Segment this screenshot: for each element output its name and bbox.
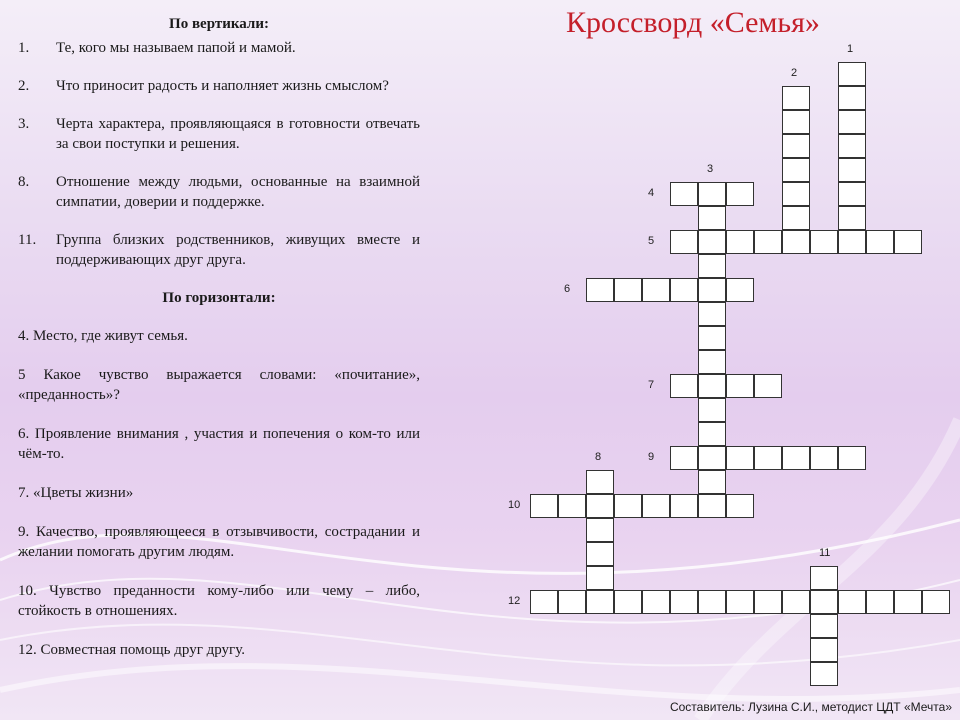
horizontal-clue-6: 6. Проявление внимания , участия и попечения о ком-то или чём-то. — [18, 426, 420, 462]
crossword-cell[interactable] — [642, 494, 670, 518]
vertical-clue-1: 1. Те, кого мы называем папой и мамой. — [18, 40, 296, 56]
clue-number-7: 7 — [648, 379, 655, 391]
clue-number-10: 10 — [508, 499, 521, 511]
crossword-cell[interactable] — [754, 230, 782, 254]
crossword-cell[interactable] — [726, 230, 754, 254]
crossword-cell[interactable] — [698, 254, 726, 278]
horizontal-heading: По горизонтали: — [162, 290, 276, 306]
crossword-cell[interactable] — [782, 134, 810, 158]
crossword-cell[interactable] — [670, 494, 698, 518]
crossword-cell[interactable] — [810, 614, 838, 638]
crossword-cell[interactable] — [586, 542, 614, 566]
crossword-cell[interactable] — [670, 374, 698, 398]
crossword-cell[interactable] — [698, 278, 726, 302]
horizontal-clue-4: 4. Место, где живут семья. — [18, 328, 188, 344]
crossword-cell[interactable] — [894, 590, 922, 614]
crossword-cell[interactable] — [782, 206, 810, 230]
crossword-cell[interactable] — [838, 206, 866, 230]
crossword-cell[interactable] — [782, 110, 810, 134]
vertical-clue-3: 3. Черта характера, проявляющаяся в готовности отвечать за свои поступки и решения. — [18, 116, 420, 152]
crossword-cell[interactable] — [922, 590, 950, 614]
crossword-cell[interactable] — [698, 590, 726, 614]
crossword-cell[interactable] — [754, 590, 782, 614]
crossword-cell[interactable] — [698, 398, 726, 422]
crossword-cell[interactable] — [698, 206, 726, 230]
crossword-cell[interactable] — [670, 446, 698, 470]
crossword-cell[interactable] — [530, 590, 558, 614]
crossword-cell[interactable] — [586, 566, 614, 590]
crossword-cell[interactable] — [726, 494, 754, 518]
crossword-cell[interactable] — [698, 302, 726, 326]
clue-number-11: 11 — [819, 547, 831, 559]
crossword-cell[interactable] — [642, 278, 670, 302]
crossword-cell[interactable] — [726, 446, 754, 470]
crossword-cell[interactable] — [782, 158, 810, 182]
crossword-cell[interactable] — [586, 470, 614, 494]
crossword-cell[interactable] — [614, 278, 642, 302]
crossword-cell[interactable] — [894, 230, 922, 254]
horizontal-clue-12: 12. Совместная помощь друг другу. — [18, 642, 245, 658]
clue-number-9: 9 — [648, 451, 655, 463]
horizontal-clue-10: 10. Чувство преданности кому-либо или чему – либо, стойкость в отношениях. — [18, 583, 420, 619]
crossword-cell[interactable] — [698, 446, 726, 470]
crossword-cell[interactable] — [810, 638, 838, 662]
crossword-cell[interactable] — [838, 110, 866, 134]
clue-number-8: 8 — [595, 451, 602, 463]
crossword-cell[interactable] — [726, 278, 754, 302]
crossword-cell[interactable] — [810, 662, 838, 686]
crossword-cell[interactable] — [558, 494, 586, 518]
vertical-heading: По вертикали: — [169, 16, 269, 32]
clue-number-4: 4 — [648, 187, 655, 199]
clue-number-3: 3 — [707, 163, 714, 175]
clue-number-2: 2 — [791, 67, 798, 79]
crossword-cell[interactable] — [838, 86, 866, 110]
horizontal-clue-9: 9. Качество, проявляющееся в отзывчивости, сострадании и желании помогать другим людям. — [18, 524, 420, 560]
crossword-cell[interactable] — [782, 446, 810, 470]
crossword-cell[interactable] — [782, 230, 810, 254]
vertical-clue-2: 2. Что приносит радость и наполняет жизнь смыслом? — [18, 78, 389, 94]
crossword-cell[interactable] — [726, 374, 754, 398]
crossword-cell[interactable] — [754, 446, 782, 470]
crossword-cell[interactable] — [810, 566, 838, 590]
crossword-cell[interactable] — [838, 134, 866, 158]
page-title: Кроссворд «Семья» — [566, 6, 820, 39]
crossword-cell[interactable] — [586, 494, 614, 518]
crossword-cell[interactable] — [642, 590, 670, 614]
horizontal-clue-5: 5 Какое чувство выражается словами: «почитание», «преданность»? — [18, 367, 420, 403]
crossword-cell[interactable] — [782, 590, 810, 614]
crossword-cell[interactable] — [558, 590, 586, 614]
crossword-cell[interactable] — [838, 62, 866, 86]
clue-number-1: 1 — [847, 43, 854, 55]
author-credit: Составитель: Лузина С.И., методист ЦДТ «Мечта» — [669, 700, 952, 714]
vertical-clue-8: 8. Отношение между людьми, основанные на взаимной симпатии, доверии и поддержке. — [18, 174, 420, 210]
clue-number-12: 12 — [508, 595, 521, 607]
crossword-cell[interactable] — [670, 182, 698, 206]
vertical-clue-11: 11. Группа близких родственников, живущих вместе и поддерживающих друг друга. — [18, 232, 420, 268]
crossword-cell[interactable] — [698, 422, 726, 446]
crossword-cell[interactable] — [586, 518, 614, 542]
crossword-cell[interactable] — [810, 230, 838, 254]
crossword-cell[interactable] — [838, 182, 866, 206]
crossword-cell[interactable] — [866, 230, 894, 254]
crossword-cell[interactable] — [586, 278, 614, 302]
crossword-cell[interactable] — [586, 590, 614, 614]
crossword-cell[interactable] — [698, 230, 726, 254]
clue-number-5: 5 — [648, 235, 655, 247]
crossword-cell[interactable] — [698, 374, 726, 398]
crossword-cell[interactable] — [726, 590, 754, 614]
crossword-cell[interactable] — [698, 350, 726, 374]
crossword-cell[interactable] — [782, 86, 810, 110]
crossword-cell[interactable] — [670, 230, 698, 254]
horizontal-clue-7: 7. «Цветы жизни» — [18, 485, 134, 501]
crossword-cell[interactable] — [530, 494, 558, 518]
crossword-cell[interactable] — [838, 158, 866, 182]
crossword-cell[interactable] — [782, 182, 810, 206]
crossword-cell[interactable] — [614, 590, 642, 614]
crossword-cell[interactable] — [866, 590, 894, 614]
clue-number-6: 6 — [564, 283, 571, 295]
crossword-cell[interactable] — [698, 470, 726, 494]
crossword-cell[interactable] — [614, 494, 642, 518]
crossword-cell[interactable] — [838, 230, 866, 254]
crossword-cell[interactable] — [726, 182, 754, 206]
crossword-cell[interactable] — [698, 494, 726, 518]
crossword-cell[interactable] — [838, 446, 866, 470]
crossword-cell[interactable] — [810, 590, 838, 614]
crossword-cell[interactable] — [810, 446, 838, 470]
crossword-cell[interactable] — [698, 182, 726, 206]
crossword-cell[interactable] — [838, 590, 866, 614]
crossword-cell[interactable] — [670, 590, 698, 614]
crossword-cell[interactable] — [670, 278, 698, 302]
crossword-cell[interactable] — [698, 326, 726, 350]
crossword-cell[interactable] — [754, 374, 782, 398]
